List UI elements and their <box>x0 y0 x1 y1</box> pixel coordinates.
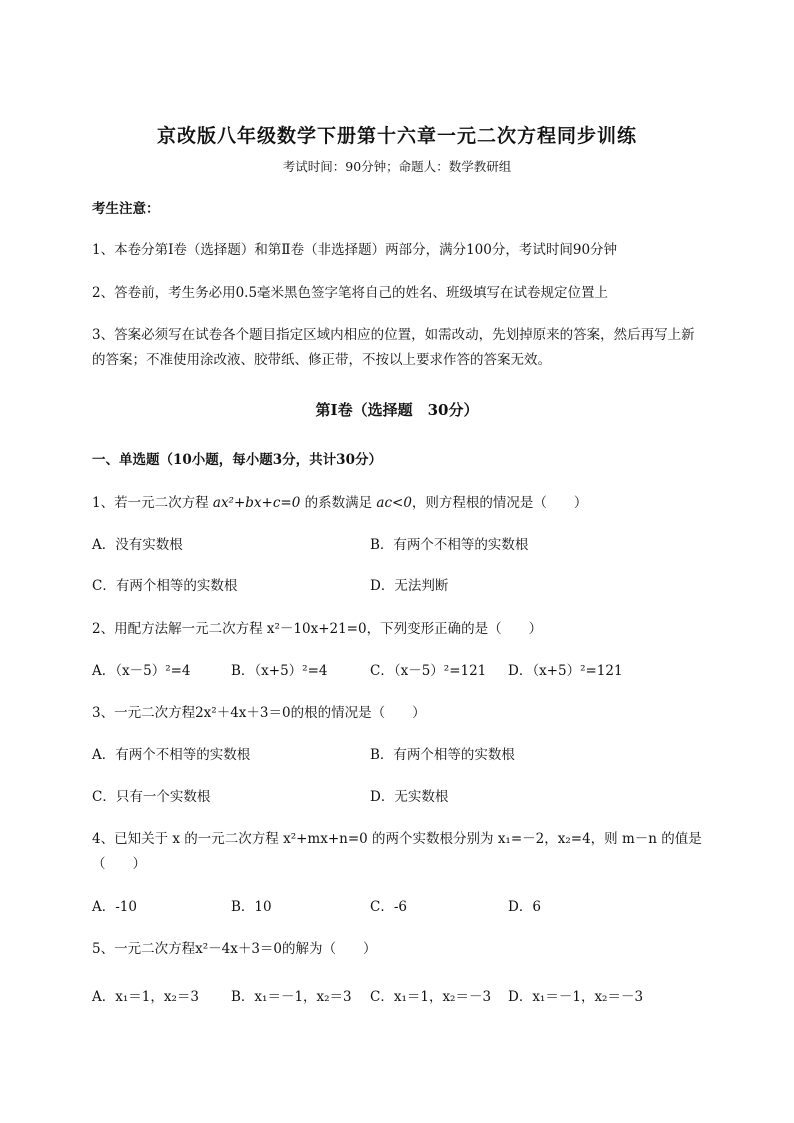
question-2-stem: 2、用配方法解一元二次方程 x²－10x+21=0，下列变形正确的是（ ） <box>92 621 543 637</box>
q1-mid: 的系数满足 <box>300 495 377 511</box>
q2-option-b: B．（x+5）²=4 <box>231 663 328 679</box>
q4-option-c: C．-6 <box>370 899 407 915</box>
notice-item: 2、答卷前，考生务必用0.5毫米黑色签字笔将自己的姓名、班级填写在试卷规定位置上 <box>92 285 609 301</box>
part-heading: 一、单选题（10小题，每小题3分，共计30分） <box>92 452 382 468</box>
question-4-stem: 4、已知关于 x 的一元二次方程 x²+mx+n=0 的两个实数根分别为 x₁=－2，x₂=4，则 m－n 的值是 <box>92 831 702 847</box>
q4-option-a: A．-10 <box>92 899 137 915</box>
q1-post: ，则方程根的情况是（ ） <box>411 495 588 511</box>
page-title: 京改版八年级数学下册第十六章一元二次方程同步训练 <box>156 125 637 147</box>
question-4-stem-continued: （ ） <box>92 856 146 872</box>
page-subtitle: 考试时间：90分钟；命题人：数学教研组 <box>282 159 512 174</box>
notice-item: 1、本卷分第I卷（选择题）和第Ⅱ卷（非选择题）两部分，满分100分，考试时间90分钟 <box>92 242 618 258</box>
section-title: 第I卷（选择题 30分） <box>315 401 479 419</box>
q4-option-d: D．6 <box>508 899 541 915</box>
notice-item: 3、答案必须写在试卷各个题目指定区域内相应的位置，如需改动，先划掉原来的答案，然后再写上新 <box>92 327 695 343</box>
q3-option-d: D．无实数根 <box>370 789 449 805</box>
question-5-stem: 5、一元二次方程x²－4x＋3＝0的解为（ ） <box>92 941 377 957</box>
q4-option-b: B．10 <box>231 899 272 915</box>
notice-item: 的答案；不准使用涂改液、胶带纸、修正带，不按以上要求作答的答案无效。 <box>92 352 551 368</box>
q1-pre: 1、若一元二次方程 <box>92 495 213 511</box>
q1-equation: ax²+bx+c=0 <box>212 495 301 511</box>
q1-option-b: B．有两个不相等的实数根 <box>370 537 529 553</box>
question-3-stem: 3、一元二次方程2x²＋4x＋3＝0的根的情况是（ ） <box>92 705 426 721</box>
q2-option-c: C．（x－5）²=121 <box>370 663 487 679</box>
q5-option-b: B．x₁＝－1，x₂＝3 <box>231 989 352 1005</box>
q3-option-a: A．有两个不相等的实数根 <box>92 747 251 763</box>
notice-heading: 考生注意： <box>92 201 160 217</box>
q1-option-c: C．有两个相等的实数根 <box>92 578 238 594</box>
q2-option-d: D．（x+5）²=121 <box>508 663 623 679</box>
q2-option-a: A．（x－5）²=4 <box>92 663 191 679</box>
q1-condition: ac<0 <box>376 495 412 511</box>
question-1-stem <box>92 493 587 513</box>
q5-option-d: D．x₁＝－1，x₂＝－3 <box>508 989 644 1005</box>
q1-option-a: A．没有实数根 <box>92 537 183 553</box>
q1-option-d: D．无法判断 <box>370 578 449 594</box>
q3-option-c: C．只有一个实数根 <box>92 789 211 805</box>
q5-option-c: C．x₁＝1，x₂＝－3 <box>370 989 492 1005</box>
q5-option-a: A．x₁＝1，x₂＝3 <box>92 989 199 1005</box>
q3-option-b: B．有两个相等的实数根 <box>370 747 515 763</box>
